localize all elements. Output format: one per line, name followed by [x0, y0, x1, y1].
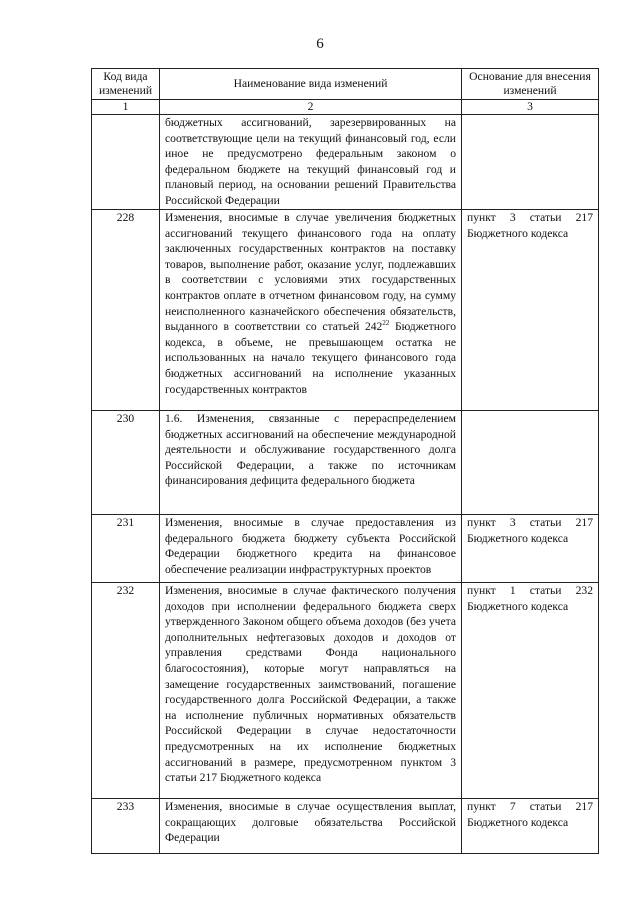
row-basis: пункт 1 статьи 232 Бюджетного кодекса	[462, 583, 599, 799]
header-basis: Основание для внесения изменений	[462, 69, 599, 100]
column-number-3: 3	[462, 100, 599, 115]
table-row	[92, 411, 599, 515]
column-number-2: 2	[160, 100, 462, 115]
table-row	[92, 799, 599, 854]
table-row	[92, 115, 599, 210]
row-code: 231	[92, 515, 160, 583]
row-basis	[462, 115, 599, 210]
header-name: Наименование вида изменений	[160, 69, 462, 100]
column-number-1: 1	[92, 100, 160, 115]
header-code: Код вида изменений	[92, 69, 160, 100]
row-basis: пункт 3 статьи 217 Бюджетного кодекса	[462, 515, 599, 583]
row-basis	[462, 411, 599, 515]
row-code	[92, 115, 160, 210]
description-text: Изменения, вносимые в случае увеличения бюджетных ассигнований текущего финансового года на оплату заключенных государственных контрактов на поставку товаров, выполнение работ, оказание услуг, подлежавших в соответствии с условиями этих государственных контрактов оплате в отчетном финансовом году, на сумму неисполненного казначейского обеспечения обязательств, выданного в соответствии со статьей 242	[165, 211, 456, 334]
row-code: 232	[92, 583, 160, 799]
row-description: бюджетных ассигнований, зарезервированных на соответствующие цели на текущий финансовый год, если иное не предусмотрено федеральным законом о федеральном бюджете на текущий финансовый год и плановый период, на основании решений Правительства Российской Федерации	[160, 115, 462, 210]
row-description: 1.6. Изменения, связанные с перераспределением бюджетных ассигнований на обеспечение международной деятельности и обслуживание государственного долга Российской Федерации, а также по источникам финансирования дефицита федерального бюджета	[160, 411, 462, 515]
row-description: Изменения, вносимые в случае предоставления из федерального бюджета бюджету субъекта Российской Федерации бюджетного кредита на финансовое обеспечение реализации инфраструктурных проектов	[160, 515, 462, 583]
description-text: Бюджетного кодекса, в объеме, не превышающем остатка не использованных на начало текущего финансового года бюджетных ассигнований на исполнение указанных государственных контрактов	[165, 320, 456, 396]
superscript: 22	[382, 319, 390, 328]
changes-table	[91, 68, 599, 854]
row-description: Изменения, вносимые в случае осуществления выплат, сокращающих долговые обязательства Российской Федерации	[160, 799, 462, 854]
table-row	[92, 583, 599, 799]
row-basis: пункт 7 статьи 217 Бюджетного кодекса	[462, 799, 599, 854]
page-number: 6	[316, 36, 324, 52]
row-description: Изменения, вносимые в случае фактического получения доходов при исполнении федерального бюджета сверх утвержденного Законом общего объема доходов (без учета дополнительных нефтегазовых доходов и доходов от управления средствами Фонда национального благосостояния), которые могут направляться на замещение государственных заимствований, погашение государственного долга Российской Федерации, а также на исполнение публичных нормативных обязательств Российской Федерации в случае недостаточности предусмотренных на их исполнение бюджетных ассигнований в размере, предусмотренном пунктом 3 статьи 217 Бюджетного кодекса	[160, 583, 462, 799]
row-code: 233	[92, 799, 160, 854]
table-row	[92, 210, 599, 411]
column-number-row	[92, 100, 599, 115]
row-code: 230	[92, 411, 160, 515]
row-code: 228	[92, 210, 160, 411]
table-header-row	[92, 69, 599, 100]
row-basis: пункт 3 статьи 217 Бюджетного кодекса	[462, 210, 599, 411]
row-description	[160, 210, 462, 411]
table-row	[92, 515, 599, 583]
